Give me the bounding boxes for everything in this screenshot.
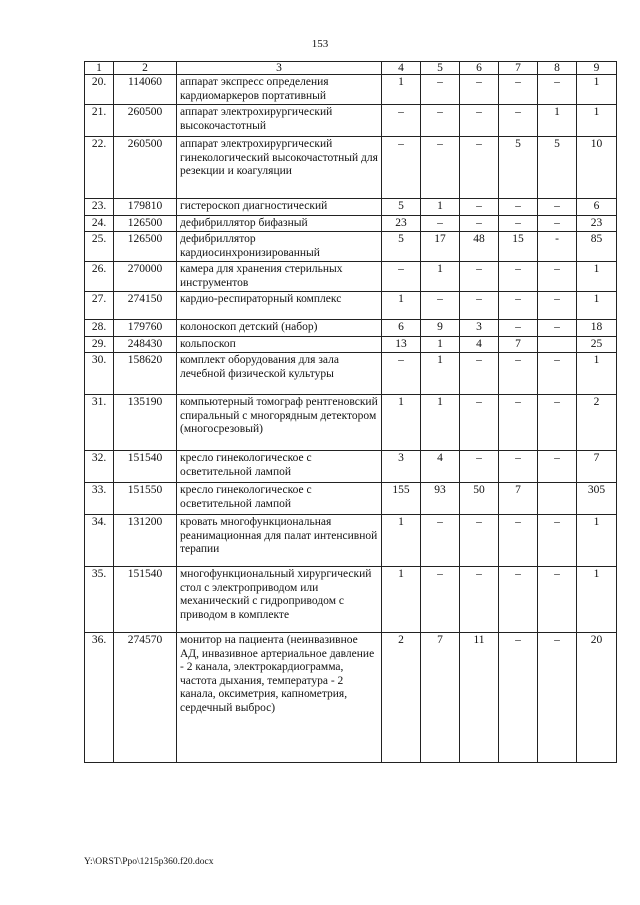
cell-code: 131200 xyxy=(114,515,177,567)
cell-col-5: 93 xyxy=(421,483,460,515)
table-row xyxy=(85,199,617,216)
cell-equipment-name: кресло гинекологическое с осветительной лампой xyxy=(177,483,382,515)
cell-col-8: – xyxy=(538,353,577,395)
cell-row-number: 35. xyxy=(85,567,114,633)
cell-col-7: – xyxy=(499,395,538,451)
column-header-2: 2 xyxy=(114,62,177,75)
cell-row-number: 28. xyxy=(85,320,114,337)
cell-col-9: 1 xyxy=(577,353,617,395)
cell-equipment-name: камера для хранения стерильных инструментов xyxy=(177,262,382,292)
cell-row-number: 20. xyxy=(85,75,114,105)
cell-col-9: 23 xyxy=(577,215,617,232)
cell-col-7: 5 xyxy=(499,137,538,199)
cell-row-number: 24. xyxy=(85,215,114,232)
cell-col-8: – xyxy=(538,215,577,232)
cell-equipment-name: компьютерный томограф рентгеновский спиральный с многорядным детектором (многосрезовый) xyxy=(177,395,382,451)
cell-col-8: 5 xyxy=(538,137,577,199)
cell-col-6: – xyxy=(460,215,499,232)
cell-col-7: 15 xyxy=(499,232,538,262)
cell-code: 179760 xyxy=(114,320,177,337)
cell-col-5: 1 xyxy=(421,262,460,292)
cell-col-6: – xyxy=(460,395,499,451)
cell-col-8: - xyxy=(538,232,577,262)
cell-col-5: 1 xyxy=(421,353,460,395)
column-header-1: 1 xyxy=(85,62,114,75)
cell-equipment-name: аппарат электрохирургический высокочастотный xyxy=(177,105,382,137)
cell-code: 158620 xyxy=(114,353,177,395)
cell-col-9: 1 xyxy=(577,105,617,137)
cell-col-6: – xyxy=(460,567,499,633)
cell-col-5: 4 xyxy=(421,451,460,483)
cell-col-4: 13 xyxy=(382,336,421,353)
cell-col-9: 1 xyxy=(577,292,617,320)
column-header-4: 4 xyxy=(382,62,421,75)
cell-col-9: 85 xyxy=(577,232,617,262)
table-row xyxy=(85,232,617,262)
cell-col-5: – xyxy=(421,75,460,105)
cell-row-number: 31. xyxy=(85,395,114,451)
cell-col-5: 1 xyxy=(421,395,460,451)
cell-col-9: 10 xyxy=(577,137,617,199)
cell-row-number: 29. xyxy=(85,336,114,353)
cell-col-4: – xyxy=(382,262,421,292)
cell-col-7: – xyxy=(499,215,538,232)
cell-col-7: – xyxy=(499,320,538,337)
table-row xyxy=(85,353,617,395)
footer-file-path: Y:\ORST\Ppo\1215p360.f20.docx xyxy=(84,857,214,867)
cell-row-number: 27. xyxy=(85,292,114,320)
cell-code: 135190 xyxy=(114,395,177,451)
cell-col-8: – xyxy=(538,199,577,216)
cell-row-number: 30. xyxy=(85,353,114,395)
cell-col-9: 1 xyxy=(577,75,617,105)
column-header-6: 6 xyxy=(460,62,499,75)
cell-col-8: – xyxy=(538,451,577,483)
cell-row-number: 26. xyxy=(85,262,114,292)
cell-code: 270000 xyxy=(114,262,177,292)
cell-equipment-name: кровать многофункциональная реанимационная для палат интенсивной терапии xyxy=(177,515,382,567)
page-number: 153 xyxy=(311,38,329,50)
cell-col-8: – xyxy=(538,567,577,633)
cell-equipment-name: аппарат экспресс определения кардиомаркеров портативный xyxy=(177,75,382,105)
cell-code: 126500 xyxy=(114,215,177,232)
cell-code: 114060 xyxy=(114,75,177,105)
cell-col-4: 1 xyxy=(382,395,421,451)
table-header-row xyxy=(85,62,617,75)
table-row xyxy=(85,292,617,320)
cell-col-4: 1 xyxy=(382,515,421,567)
cell-col-6: – xyxy=(460,75,499,105)
cell-row-number: 25. xyxy=(85,232,114,262)
cell-col-7: – xyxy=(499,567,538,633)
cell-row-number: 36. xyxy=(85,633,114,763)
cell-row-number: 33. xyxy=(85,483,114,515)
cell-col-9: 1 xyxy=(577,515,617,567)
cell-col-9: 20 xyxy=(577,633,617,763)
cell-code: 151550 xyxy=(114,483,177,515)
cell-col-8: – xyxy=(538,395,577,451)
cell-col-5: 1 xyxy=(421,199,460,216)
table-row xyxy=(85,451,617,483)
cell-col-4: 3 xyxy=(382,451,421,483)
cell-code: 248430 xyxy=(114,336,177,353)
cell-col-6: 50 xyxy=(460,483,499,515)
table-row xyxy=(85,215,617,232)
column-header-3: 3 xyxy=(177,62,382,75)
cell-col-4: 23 xyxy=(382,215,421,232)
cell-col-7: – xyxy=(499,262,538,292)
table-row xyxy=(85,320,617,337)
cell-code: 260500 xyxy=(114,105,177,137)
cell-row-number: 23. xyxy=(85,199,114,216)
cell-col-6: – xyxy=(460,199,499,216)
cell-col-5: 17 xyxy=(421,232,460,262)
cell-col-6: 11 xyxy=(460,633,499,763)
cell-col-6: – xyxy=(460,292,499,320)
cell-col-5: – xyxy=(421,137,460,199)
column-header-5: 5 xyxy=(421,62,460,75)
cell-col-9: 7 xyxy=(577,451,617,483)
table-row xyxy=(85,395,617,451)
cell-col-8 xyxy=(538,483,577,515)
cell-col-4: 6 xyxy=(382,320,421,337)
cell-col-9: 18 xyxy=(577,320,617,337)
cell-col-5: – xyxy=(421,105,460,137)
cell-equipment-name: многофункциональный хирургический стол с электроприводом или механический с гидроприводом с приводом в комплекте xyxy=(177,567,382,633)
table-row xyxy=(85,336,617,353)
cell-col-4: – xyxy=(382,353,421,395)
cell-col-9: 25 xyxy=(577,336,617,353)
table-row xyxy=(85,262,617,292)
cell-equipment-name: монитор на пациента (неинвазивное АД, инвазивное артериальное давление - 2 канала, электрокардиограмма, частота дыхания, температура - 2 канала, оксиметрия, капнометрия, сердечный выброс) xyxy=(177,633,382,763)
cell-col-7: – xyxy=(499,199,538,216)
cell-col-9: 1 xyxy=(577,262,617,292)
cell-row-number: 21. xyxy=(85,105,114,137)
cell-col-7: 7 xyxy=(499,483,538,515)
cell-col-6: – xyxy=(460,451,499,483)
table-row xyxy=(85,567,617,633)
cell-equipment-name: комплект оборудования для зала лечебной физической культуры xyxy=(177,353,382,395)
cell-equipment-name: кресло гинекологическое с осветительной лампой xyxy=(177,451,382,483)
table-row xyxy=(85,137,617,199)
cell-row-number: 34. xyxy=(85,515,114,567)
cell-equipment-name: кольпоскоп xyxy=(177,336,382,353)
cell-col-9: 305 xyxy=(577,483,617,515)
cell-col-5: – xyxy=(421,292,460,320)
cell-col-7: – xyxy=(499,105,538,137)
cell-col-4: – xyxy=(382,137,421,199)
cell-col-7: – xyxy=(499,451,538,483)
cell-equipment-name: гистероскоп диагностический xyxy=(177,199,382,216)
column-header-9: 9 xyxy=(577,62,617,75)
cell-col-5: 7 xyxy=(421,633,460,763)
cell-col-8: – xyxy=(538,515,577,567)
column-header-7: 7 xyxy=(499,62,538,75)
cell-equipment-name: дефибриллятор бифазный xyxy=(177,215,382,232)
cell-col-6: 48 xyxy=(460,232,499,262)
cell-code: 274150 xyxy=(114,292,177,320)
table-row xyxy=(85,515,617,567)
cell-code: 274570 xyxy=(114,633,177,763)
cell-row-number: 22. xyxy=(85,137,114,199)
cell-equipment-name: аппарат электрохирургический гинекологический высокочастотный для резекции и коагуляции xyxy=(177,137,382,199)
table-row xyxy=(85,105,617,137)
cell-row-number: 32. xyxy=(85,451,114,483)
cell-col-6: – xyxy=(460,515,499,567)
cell-col-8: 1 xyxy=(538,105,577,137)
cell-code: 126500 xyxy=(114,232,177,262)
cell-col-5: – xyxy=(421,567,460,633)
cell-code: 179810 xyxy=(114,199,177,216)
cell-col-4: 155 xyxy=(382,483,421,515)
cell-col-7: – xyxy=(499,515,538,567)
cell-col-8: – xyxy=(538,320,577,337)
table-row xyxy=(85,75,617,105)
table-row xyxy=(85,483,617,515)
cell-col-4: 1 xyxy=(382,75,421,105)
cell-equipment-name: кардио-респираторный комплекс xyxy=(177,292,382,320)
cell-col-7: – xyxy=(499,292,538,320)
cell-col-4: 2 xyxy=(382,633,421,763)
cell-col-7: – xyxy=(499,75,538,105)
cell-col-4: 5 xyxy=(382,232,421,262)
cell-col-8: – xyxy=(538,75,577,105)
equipment-table xyxy=(84,61,617,763)
cell-col-5: – xyxy=(421,215,460,232)
cell-col-7: – xyxy=(499,353,538,395)
cell-col-6: – xyxy=(460,105,499,137)
table-body xyxy=(85,75,617,763)
cell-equipment-name: дефибриллятор кардиосинхронизированный xyxy=(177,232,382,262)
cell-col-5: – xyxy=(421,515,460,567)
cell-col-5: 9 xyxy=(421,320,460,337)
table-row xyxy=(85,633,617,763)
cell-code: 151540 xyxy=(114,451,177,483)
cell-col-6: – xyxy=(460,353,499,395)
cell-col-8: – xyxy=(538,633,577,763)
cell-equipment-name: колоноскоп детский (набор) xyxy=(177,320,382,337)
cell-col-6: – xyxy=(460,262,499,292)
cell-col-9: 2 xyxy=(577,395,617,451)
cell-code: 151540 xyxy=(114,567,177,633)
cell-col-9: 1 xyxy=(577,567,617,633)
column-header-8: 8 xyxy=(538,62,577,75)
cell-col-8: – xyxy=(538,262,577,292)
cell-col-6: 3 xyxy=(460,320,499,337)
cell-col-5: 1 xyxy=(421,336,460,353)
cell-col-6: 4 xyxy=(460,336,499,353)
cell-col-8: – xyxy=(538,292,577,320)
cell-col-7: 7 xyxy=(499,336,538,353)
cell-col-6: – xyxy=(460,137,499,199)
cell-col-9: 6 xyxy=(577,199,617,216)
cell-col-4: 1 xyxy=(382,292,421,320)
cell-code: 260500 xyxy=(114,137,177,199)
cell-col-4: 1 xyxy=(382,567,421,633)
cell-col-4: 5 xyxy=(382,199,421,216)
cell-col-4: – xyxy=(382,105,421,137)
cell-col-8 xyxy=(538,336,577,353)
cell-col-7: – xyxy=(499,633,538,763)
